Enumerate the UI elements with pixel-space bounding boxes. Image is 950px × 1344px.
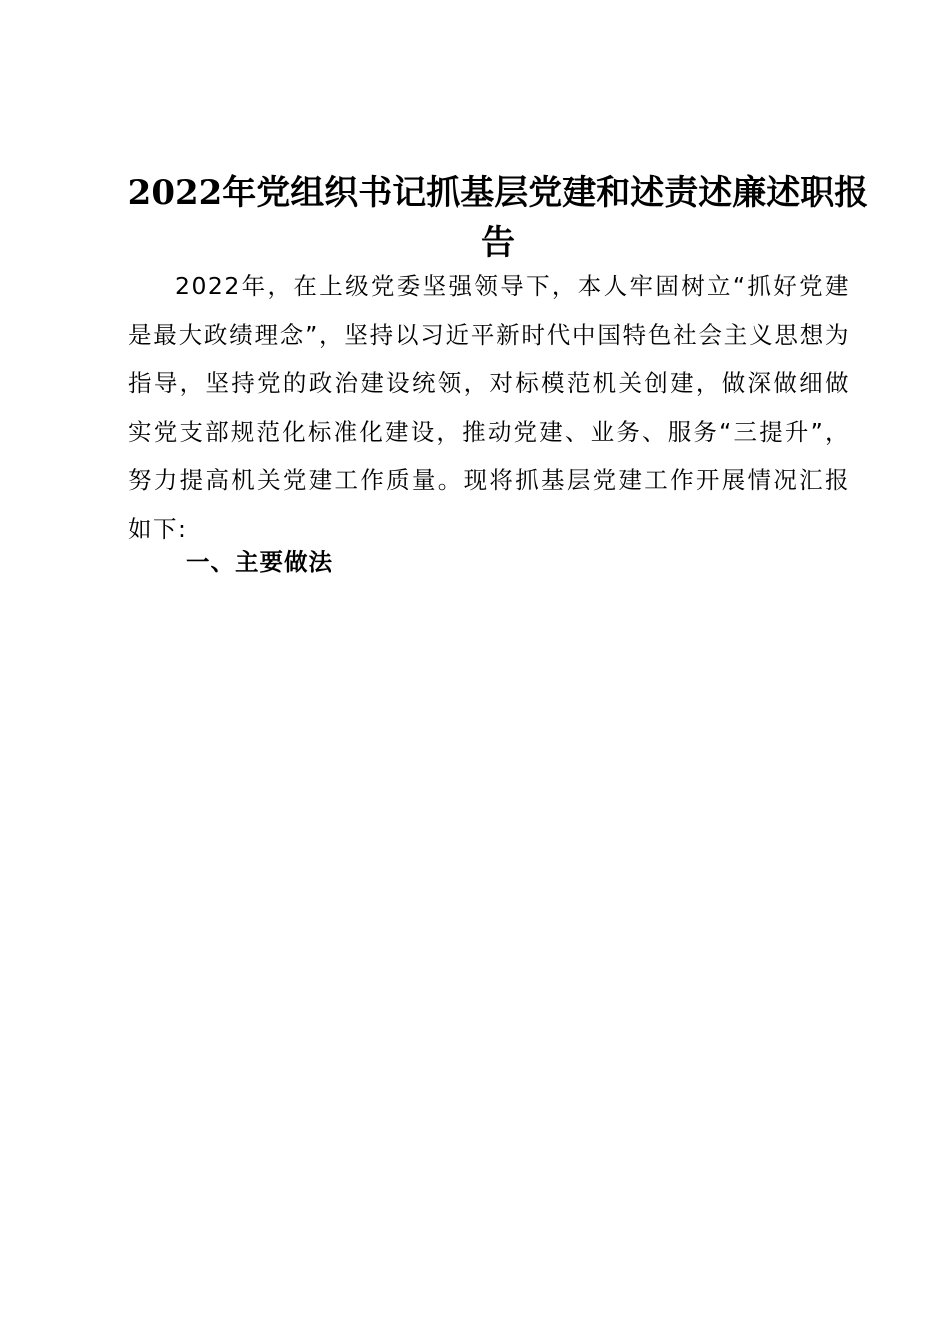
section-heading-main-practices: 一、主要做法 <box>186 548 333 576</box>
document-title: 2022年党组织书记抓基层党建和述责述廉述职报告 <box>127 173 869 263</box>
intro-paragraph: 2022年，在上级党委坚强领导下，本人牢固树立“抓好党建是最大政绩理念”，坚持以习近平新时代中国特色社会主义思想为指导，坚持党的政治建设统领，对标模范机关创建，做深做细做实党支部规范化标准化建设，推动党建、业务、服务“三提升”，努力提高机关党建工作质量。现将抓基层党建工作开展情况汇报如下: <box>128 272 850 543</box>
